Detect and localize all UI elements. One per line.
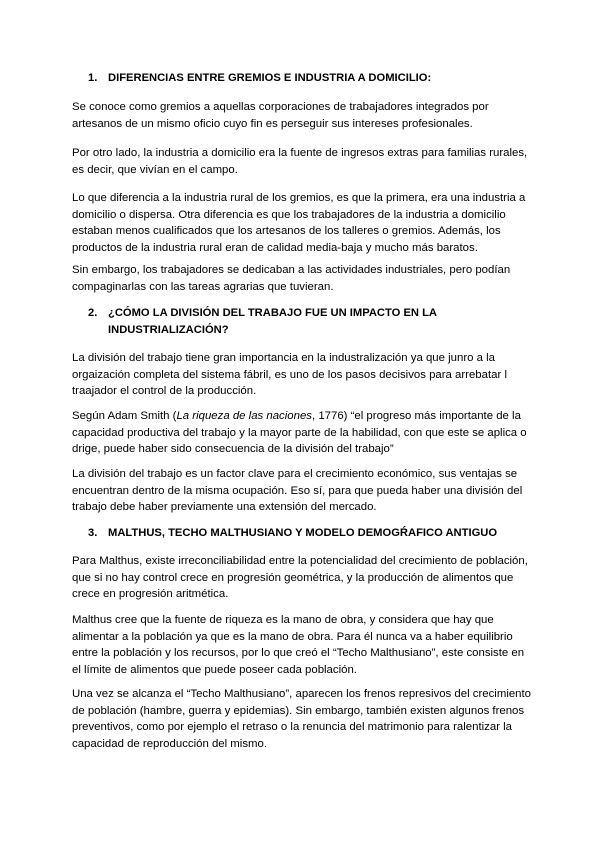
section-2-quote-paragraph xyxy=(72,408,534,458)
quote-body: , 1776) “el progreso más importante de la capacidad productiva del trabajo y la mayor parte de la habilidad, con que este se aplica o drige, puede haber sido consecuencia de la división del trabajo” xyxy=(72,410,527,455)
section-2-number: 2. xyxy=(88,307,98,319)
section-3-paragraph-3: Una vez se alcanza el “Techo Malthusiano”, aparecen los frenos represivos del crecimiento de población (hambre, guerra y epidemias). Sin embargo, también existen algunos frenos preventivos, como por ejemplo el retraso o la renuncia del matrimonio para ralentizar la capacidad de reproducción del mismo. xyxy=(72,688,532,750)
section-3-number: 3. xyxy=(88,527,98,539)
section-3-paragraph-1: Para Malthus, existe irreconciliabilidad entre la potencialidad del crecimiento de población, que si no hay control crece en progresión geométrica, y la producción de alimentos que crece en progresión aritmética. xyxy=(72,555,528,600)
section-2-heading xyxy=(88,305,538,338)
section-2-paragraph-2: La división del trabajo es un factor clave para el crecimiento económico, sus ventajas se encuentran dentro de la misma ocupación. Eso sí, para que pueda haber una división del trabajo debe haber previamente una extensión del mercado. xyxy=(72,468,523,513)
section-2-paragraph-1: La división del trabajo tiene gran importancia en la industralización ya que junro a la orgaización completa del sistema fábril, es uno de los pasos decisivos para arrebatar l traajador el control de la producción. xyxy=(72,352,507,397)
section-1-paragraph-2: Por otro lado, la industria a domicilio era la fuente de ingresos extras para familias rurales, es decir, que vivían en el campo. xyxy=(72,147,528,176)
section-1-paragraph-4: Sin embargo, los trabajadores se dedicaban a las actividades industriales, pero podían compaginarlas con las tareas agrarias que tuvieran. xyxy=(72,264,511,293)
quote-intro: Según Adam Smith ( xyxy=(72,410,177,422)
section-2-title: ¿CÓMO LA DIVISIÓN DEL TRABAJO FUE UN IMPACTO EN LA INDUSTRIALIZACIÓN? xyxy=(108,307,437,336)
section-1-title: DIFERENCIAS ENTRE GREMIOS E INDUSTRIA A DOMICILIO: xyxy=(108,72,432,84)
book-title: La riqueza de las naciones xyxy=(176,410,312,422)
section-3-paragraph-2: Malthus cree que la fuente de riqueza es la mano de obra, y considera que hay que alimentar a la población ya que es la mano de obra. Para él nunca va a haber equilibrio entre la población y los recursos, por lo que creó el “Techo Malthusiano”, este consiste en el límite de alimentos que puede poseer cada población. xyxy=(72,614,525,676)
section-3-title: MALTHUS, TECHO MALTHUSIANO Y MODELO DEMOGŔAFICO ANTIGUO xyxy=(108,527,498,539)
section-3-heading xyxy=(88,525,538,542)
section-1-paragraph-1: Se conoce como gremios a aquellas corporaciones de trabajadores integrados por artesanos de un mismo oficio cuyo fin es perseguir sus intereses profesionales. xyxy=(72,101,489,130)
section-1-paragraph-3: Lo que diferencia a la industria rural de los gremios, es que la primera, era una industria a domicilio o dispersa. Otra diferencia es que los trabajadores de la industria a domicilio estaban menos cualificados que los artesanos de los talleres o gremios. Además, los productos de la industria rural eran de calidad media-baja y mucho más baratos. xyxy=(72,192,526,254)
section-1-number: 1. xyxy=(88,72,98,84)
section-1-heading xyxy=(88,70,538,87)
